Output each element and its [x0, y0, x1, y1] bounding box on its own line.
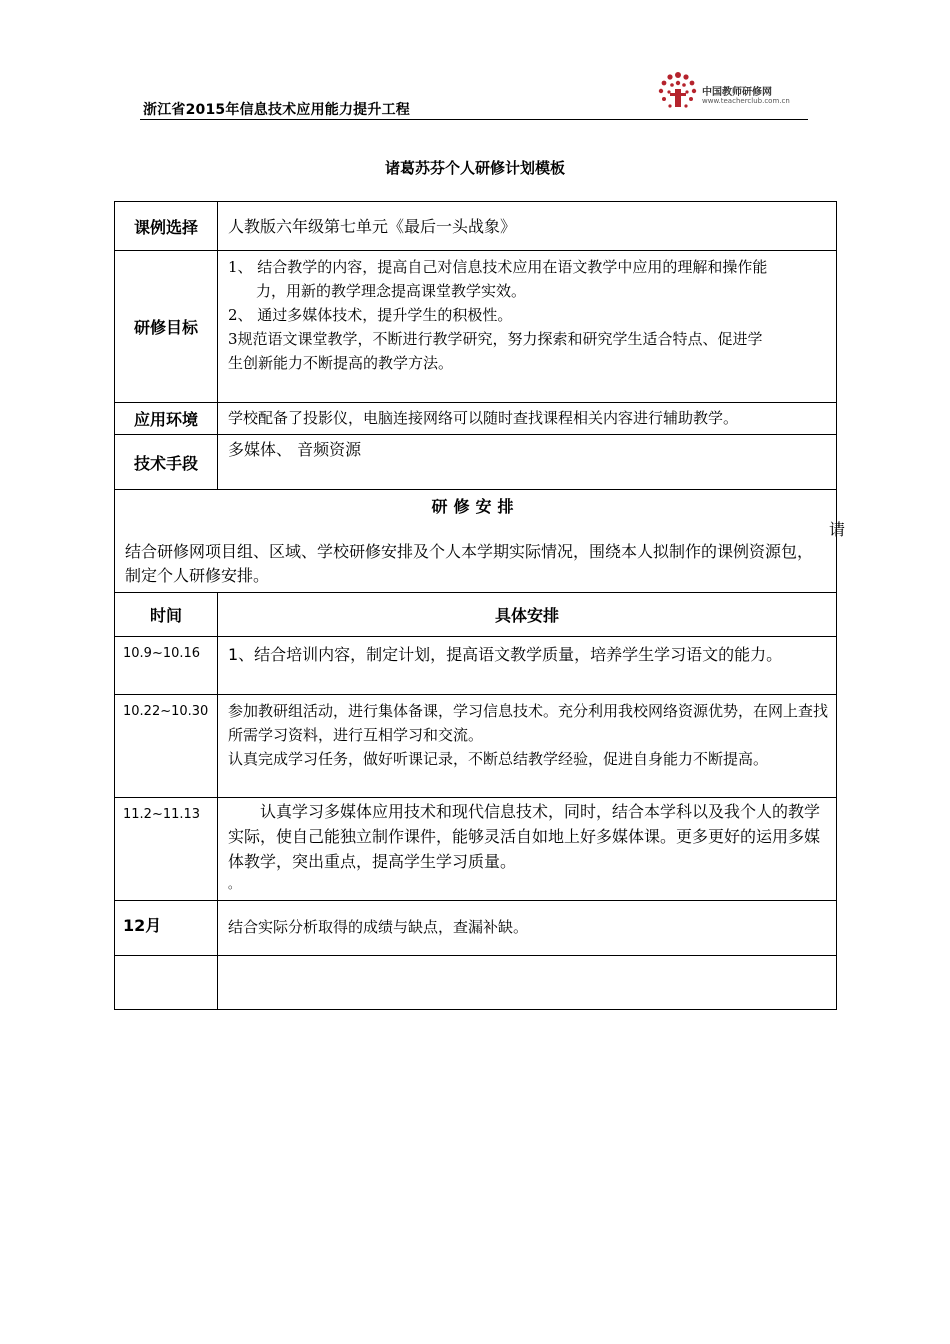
schedule-row	[115, 637, 837, 695]
course-value: 人教版六年级第七单元《最后一头战象》	[218, 202, 837, 251]
schedule-plan-line: 参加教研组活动，进行集体备课，学习信息技术。充分利用我校网络资源优势，在网上查找所需学习资料，进行互相学习和交流。	[228, 702, 829, 744]
header-title: 浙江省2015年信息技术应用能力提升工程	[143, 102, 410, 118]
header-rule	[140, 119, 808, 120]
time-column-header: 时间	[115, 593, 218, 637]
schedule-row	[115, 695, 837, 798]
goals-label: 研修目标	[115, 251, 218, 403]
tech-label: 技术手段	[115, 435, 218, 490]
logo-url: www.teacherclub.com.cn	[702, 97, 790, 105]
schedule-plan-cell	[218, 695, 837, 798]
tech-row	[115, 435, 837, 490]
goals-row	[115, 251, 837, 403]
arrangement-section	[115, 490, 837, 593]
schedule-plan	[218, 956, 837, 1010]
goals-cell	[218, 251, 837, 403]
logo	[656, 69, 806, 115]
schedule-time: 12月	[115, 901, 218, 956]
arrangement-instruction: 结合研修网项目组、区域、学校研修安排及个人本学期实际情况，围绕本人拟制作的课例资源包，制定个人研修安排。	[125, 542, 814, 585]
plan-table	[114, 201, 845, 1010]
logo-flower-icon	[656, 69, 700, 113]
schedule-plan-line: 认真完成学习任务，做好听课记录，不断总结教学经验，促进自身能力不断提高。	[228, 750, 769, 768]
document-title: 诸葛苏芬个人研修计划模板	[384, 159, 565, 177]
schedule-plan: 1、结合培训内容，制定计划，提高语文教学质量，培养学生学习语文的能力。	[218, 637, 837, 695]
goal-line: 3规范语文课堂教学，不断进行教学研究，努力探索和研究学生适合特点、促进学	[228, 330, 763, 348]
environment-value: 学校配备了投影仪，电脑连接网络可以随时查找课程相关内容进行辅助教学。	[218, 403, 837, 435]
tech-value: 多媒体、 音频资源	[218, 435, 837, 490]
schedule-time: 11.2~11.13	[115, 798, 218, 901]
goal-line: 1、 结合教学的内容，提高自己对信息技术应用在语文教学中应用的理解和操作能	[228, 258, 768, 276]
schedule-plan-line: 。	[228, 877, 241, 891]
schedule-time	[115, 956, 218, 1010]
logo-name: 中国教师研修网	[702, 87, 772, 98]
schedule-plan-line: 认真学习多媒体应用技术和现代信息技术，同时，结合本学科以及我个人的教学实际，使自己能独立制作课件，能够灵活自如地上好多媒体课。更多更好的运用多媒体教学，突出重点，提高学生学习质量。	[228, 802, 821, 871]
schedule-row	[115, 956, 837, 1010]
goal-line: 生创新能力不断提高的教学方法。	[228, 354, 454, 372]
course-row	[115, 202, 837, 251]
schedule-time: 10.22~10.30	[115, 695, 218, 798]
schedule-plan-cell	[218, 798, 837, 901]
schedule-row	[115, 901, 837, 956]
goal-line: 2、 通过多媒体技术，提升学生的积极性。	[228, 306, 513, 324]
course-label: 课例选择	[115, 202, 218, 251]
arrangement-title: 研修安排	[431, 497, 520, 516]
schedule-time: 10.9~10.16	[115, 637, 218, 695]
goal-line: 力，用新的教学理念提高课堂教学实效。	[256, 282, 527, 300]
environment-label: 应用环境	[115, 403, 218, 435]
arrangement-cell	[115, 490, 845, 593]
schedule-plan: 结合实际分析取得的成绩与缺点，查漏补缺。	[218, 901, 837, 956]
schedule-header-row	[115, 593, 837, 637]
plan-column-header: 具体安排	[218, 593, 837, 637]
schedule-row	[115, 798, 837, 901]
environment-row	[115, 403, 837, 435]
arrangement-qing: 请	[828, 520, 845, 539]
